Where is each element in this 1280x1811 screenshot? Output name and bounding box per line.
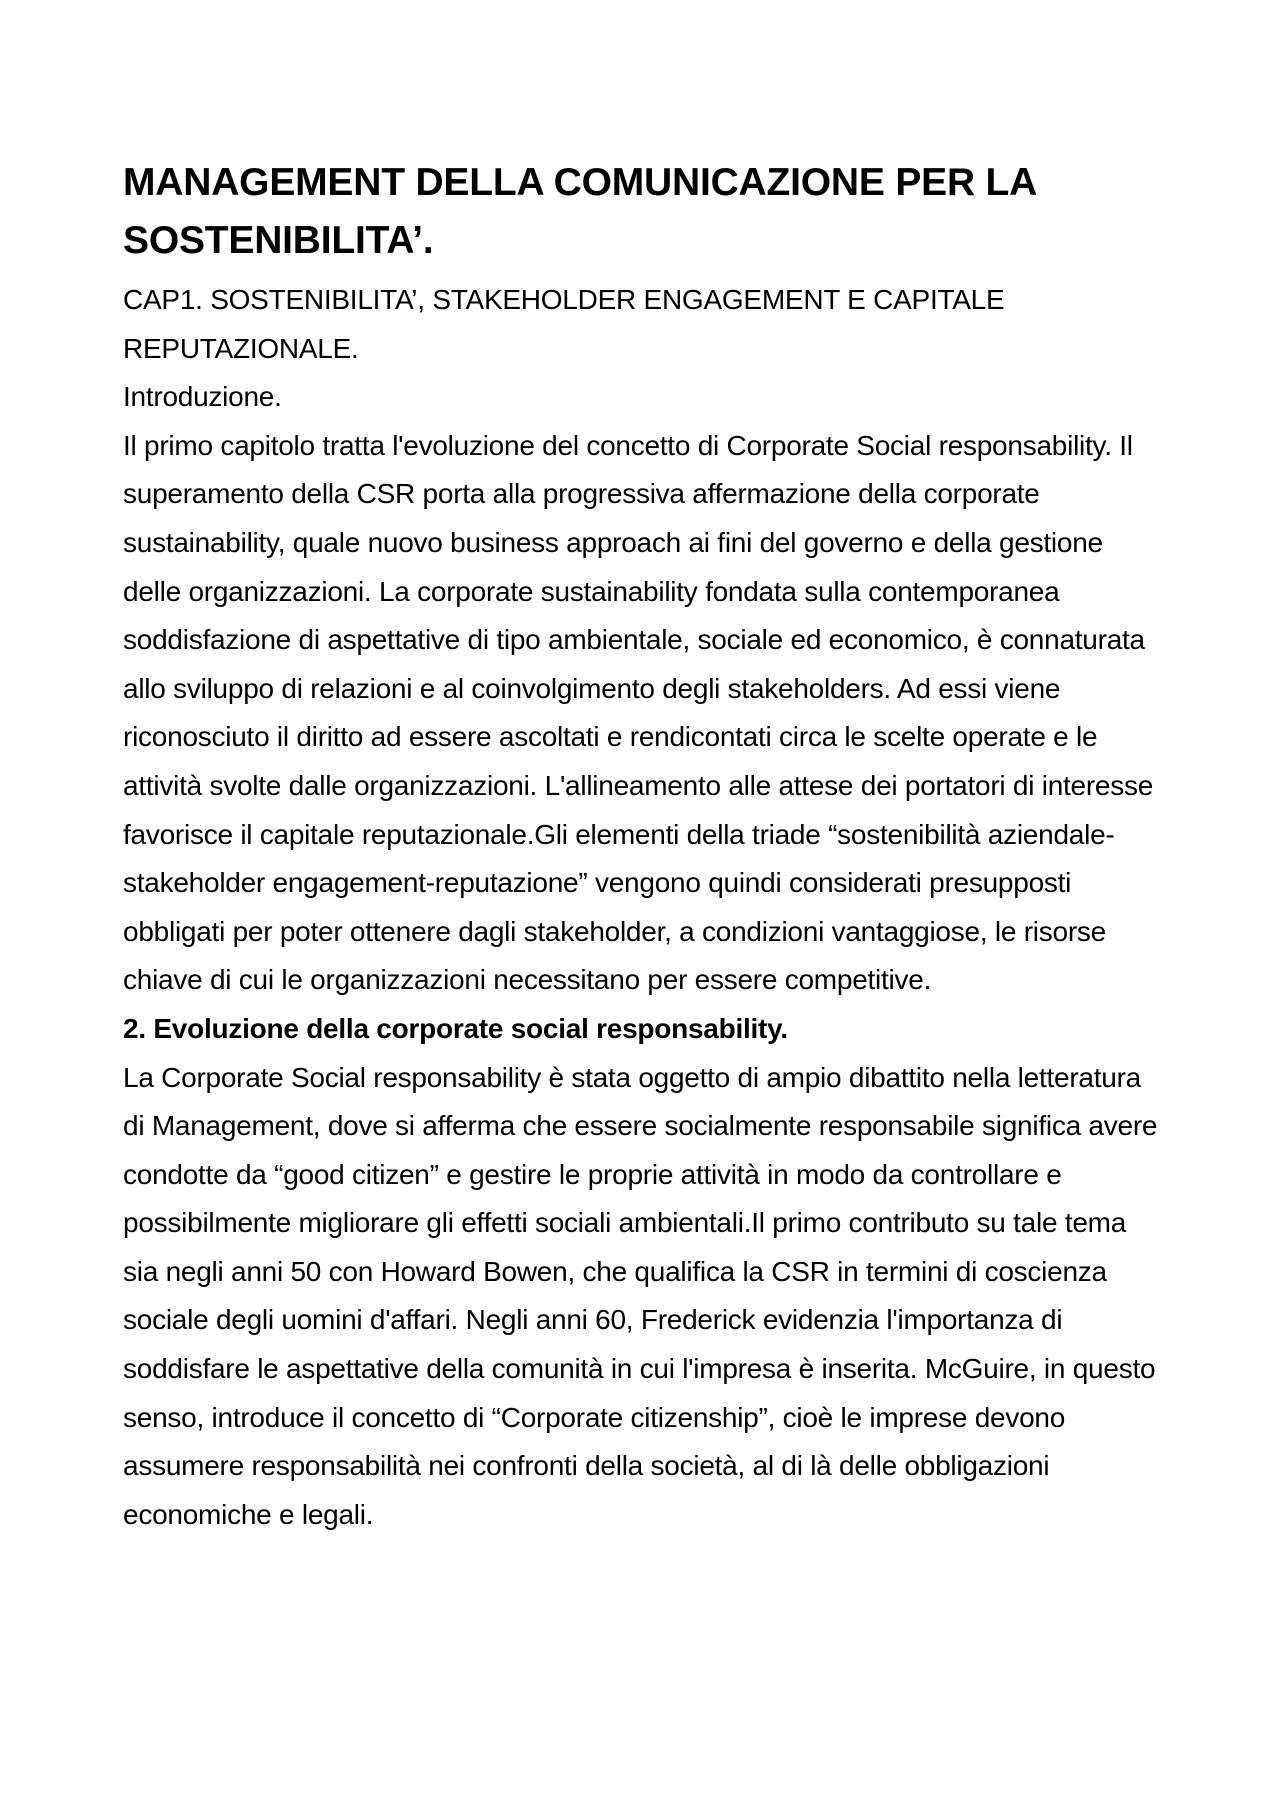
intro-paragraph: Il primo capitolo tratta l'evoluzione del concetto di Corporate Social responsability. Il superamento della CSR porta alla progressiva affermazione della corporate sustainability, quale nuovo business approach ai fini del governo e della gestione delle organizzazioni. La corporate sustainability fondata sulla contemporanea soddisfazione di aspettative di tipo ambientale, sociale ed economico, è connaturata allo sviluppo di relazioni e al coinvolgimento degli stakeholders. Ad essi viene riconosciuto il diritto ad essere ascoltati e rendicontati circa le scelte operate e le attività svolte dalle organizzazioni. L'allineamento alle attese dei portatori di interesse favorisce il capitale reputazionale.Gli elementi della triade “sostenibilità aziendale-stakeholder engagement-reputazione” vengono quindi considerati presupposti obbligati per poter ottenere dagli stakeholder, a condizioni vantaggiose, le risorse chiave di cui le organizzazioni necessitano per essere competitive. xyxy=(123,429,1154,996)
intro-heading: Introduzione. xyxy=(123,381,282,413)
section-paragraph: La Corporate Social responsability è stata oggetto di ampio dibattito nella letteratura di Management, dove si afferma che essere socialmente responsabile significa avere condotte da “good citizen” e gestire le proprie attività in modo da controllare e possibilmente migliorare gli effetti sociali ambientali.Il primo contributo su tale tema sia negli anni 50 con Howard Bowen, che qualifica la CSR in termini di coscienza sociale degli uomini d'affari. Negli anni 60, Frederick evidenzia l'importanza di soddisfare le aspettative della comunità in cui l'impresa è inserita. McGuire, in questo senso, introduce il concetto di “Corporate citizenship”, cioè le imprese devono assumere responsabilità nei confronti della società, al di là delle obbligazioni economiche e legali. xyxy=(123,1061,1158,1530)
section-heading: 2. Evoluzione della corporate social responsability. xyxy=(123,1012,788,1044)
document-title: MANAGEMENT DELLA COMUNICAZIONE PER LA SOSTENIBILITA’. xyxy=(123,161,1036,262)
chapter-heading: CAP1. SOSTENIBILITA’, STAKEHOLDER ENGAGEMENT E CAPITALE REPUTAZIONALE. xyxy=(123,284,1005,364)
